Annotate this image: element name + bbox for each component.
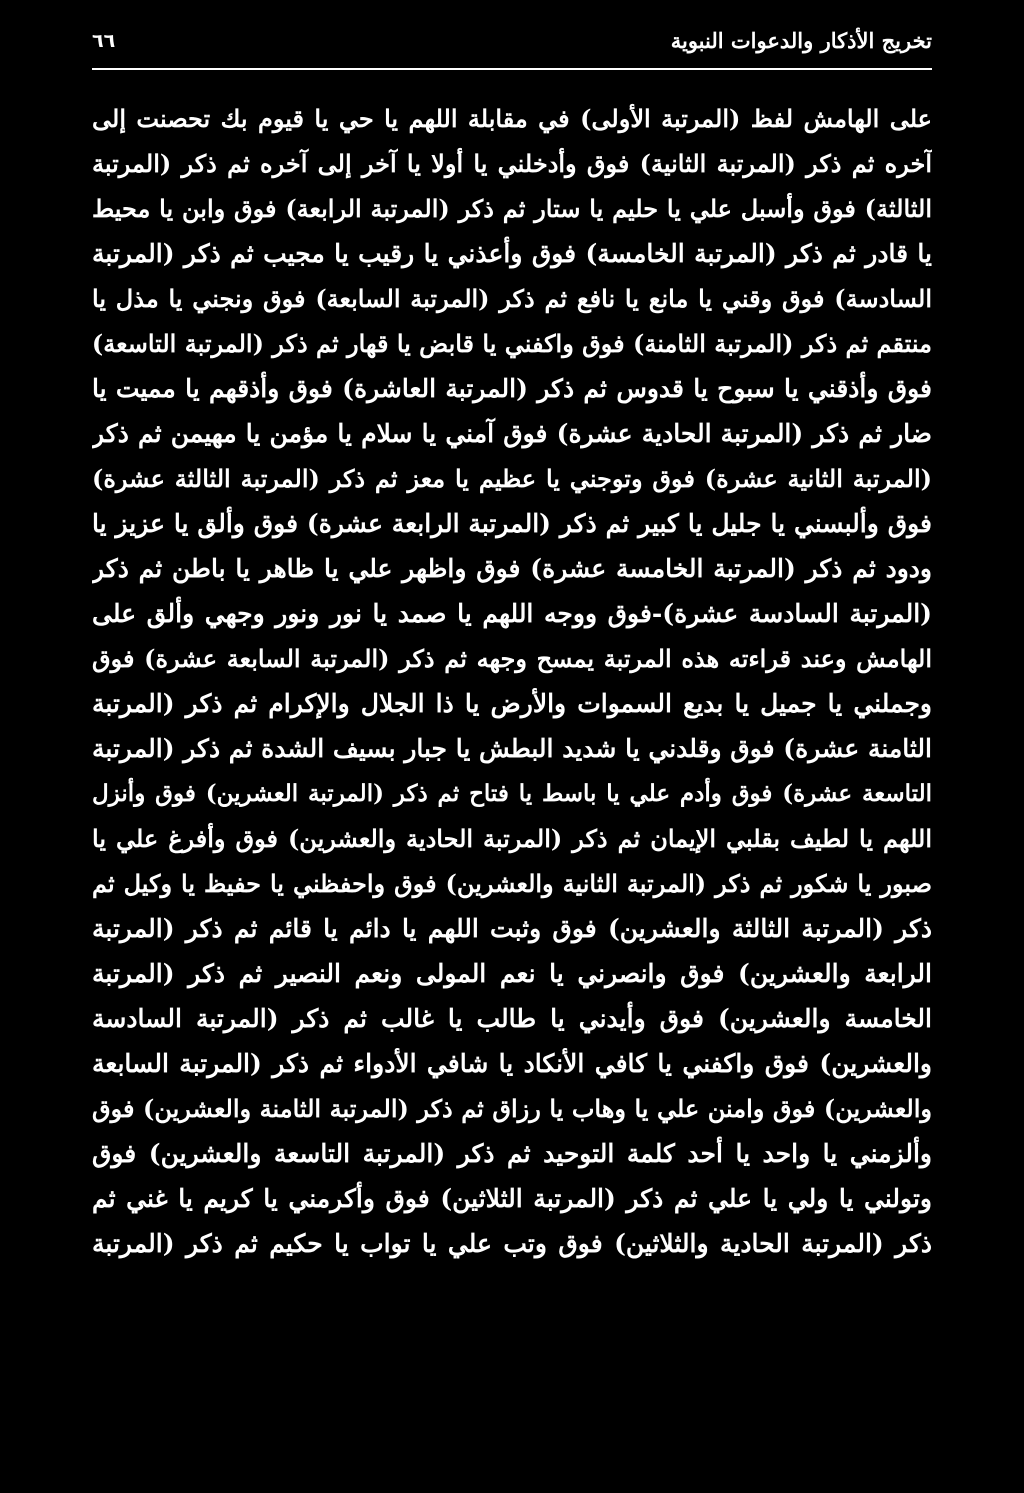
text-line: وجملني يا جميل يا بديع السموات والأرض يا ذا الجلال والإكرام ثم ذكر (المرتبة bbox=[92, 689, 932, 718]
text-line: منتقم ثم ذكر (المرتبة الثامنة) فوق واكفني يا قابض يا قهار ثم ذكر (المرتبة التاسعة) bbox=[92, 329, 932, 358]
text-line: على الهامش لفظ (المرتبة الأولى) في مقابلة اللهم يا حي يا قيوم بك تحصنت إلى bbox=[92, 104, 932, 133]
text-line: والعشرين) فوق واكفني يا كافي الأنكاد يا شافي الأدواء ثم ذكر (المرتبة السابعة bbox=[92, 1049, 932, 1078]
running-title: تخريج الأذكار والدعوات النبوية bbox=[670, 28, 932, 53]
text-line: الرابعة والعشرين) فوق وانصرني يا نعم المولى ونعم النصير ثم ذكر (المرتبة bbox=[92, 959, 932, 988]
text-line: صبور يا شكور ثم ذكر (المرتبة الثانية والعشرين) فوق واحفظني يا حفيظ يا وكيل ثم bbox=[92, 869, 932, 898]
text-line: الخامسة والعشرين) فوق وأيدني يا طالب يا غالب ثم ذكر (المرتبة السادسة bbox=[92, 1004, 932, 1033]
page-header bbox=[92, 28, 932, 64]
text-line: ذكر (المرتبة الحادية والثلاثين) فوق وتب علي يا تواب يا حكيم ثم ذكر (المرتبة bbox=[92, 1229, 932, 1258]
text-line: اللهم يا لطيف بقلبي الإيمان ثم ذكر (المرتبة الحادية والعشرين) فوق وأفرغ علي يا bbox=[92, 824, 932, 853]
header-divider bbox=[92, 68, 932, 70]
text-line: (المرتبة الثانية عشرة) فوق وتوجني يا عظيم يا معز ثم ذكر (المرتبة الثالثة عشرة) bbox=[92, 464, 932, 493]
text-line: وتولني يا ولي يا علي ثم ذكر (المرتبة الثلاثين) فوق وأكرمني يا كريم يا غني ثم bbox=[92, 1184, 932, 1213]
text-line: ضار ثم ذكر (المرتبة الحادية عشرة) فوق آمني يا سلام يا مؤمن يا مهيمن ثم ذكر bbox=[92, 419, 932, 448]
text-line: الثالثة) فوق وأسبل علي يا حليم يا ستار ثم ذكر (المرتبة الرابعة) فوق وابن يا محيط bbox=[92, 194, 932, 223]
text-line: فوق وألبسني يا جليل يا كبير ثم ذكر (المرتبة الرابعة عشرة) فوق وألق يا عزيز يا bbox=[92, 509, 932, 538]
text-line: الهامش وعند قراءته هذه المرتبة يمسح وجهه ثم ذكر (المرتبة السابعة عشرة) فوق bbox=[92, 644, 932, 673]
text-line: (المرتبة السادسة عشرة)-فوق ووجه اللهم يا صمد يا نور ونور وجهي وألق على bbox=[92, 599, 932, 628]
text-line: الثامنة عشرة) فوق وقلدني يا شديد البطش يا جبار بسيف الشدة ثم ذكر (المرتبة bbox=[92, 734, 932, 763]
text-line: ودود ثم ذكر (المرتبة الخامسة عشرة) فوق واظهر علي يا ظاهر يا باطن ثم ذكر bbox=[92, 554, 932, 583]
text-line: والعشرين) فوق وامنن علي يا وهاب يا رزاق ثم ذكر (المرتبة الثامنة والعشرين) فوق bbox=[92, 1094, 932, 1123]
text-line: وألزمني يا واحد يا أحد كلمة التوحيد ثم ذكر (المرتبة التاسعة والعشرين) فوق bbox=[92, 1139, 932, 1168]
page-number: ٦٦ bbox=[92, 30, 116, 52]
text-line: يا قادر ثم ذكر (المرتبة الخامسة) فوق وأعذني يا رقيب يا مجيب ثم ذكر (المرتبة bbox=[92, 239, 932, 268]
text-line: ذكر (المرتبة الثالثة والعشرين) فوق وثبت اللهم يا دائم يا قائم ثم ذكر (المرتبة bbox=[92, 914, 932, 943]
text-line: آخره ثم ذكر (المرتبة الثانية) فوق وأدخلني يا أولا يا آخر إلى آخره ثم ذكر (المرتبة bbox=[92, 149, 932, 178]
body-text bbox=[92, 96, 932, 1266]
text-line: التاسعة عشرة) فوق وأدم علي يا باسط يا فتاح ثم ذكر (المرتبة العشرين) فوق وأنزل bbox=[92, 780, 932, 807]
text-line: السادسة) فوق وقني يا مانع يا نافع ثم ذكر (المرتبة السابعة) فوق ونجني يا مذل يا bbox=[92, 284, 932, 313]
text-line: فوق وأذقني يا سبوح يا قدوس ثم ذكر (المرتبة العاشرة) فوق وأذقهم يا مميت يا bbox=[92, 374, 932, 403]
